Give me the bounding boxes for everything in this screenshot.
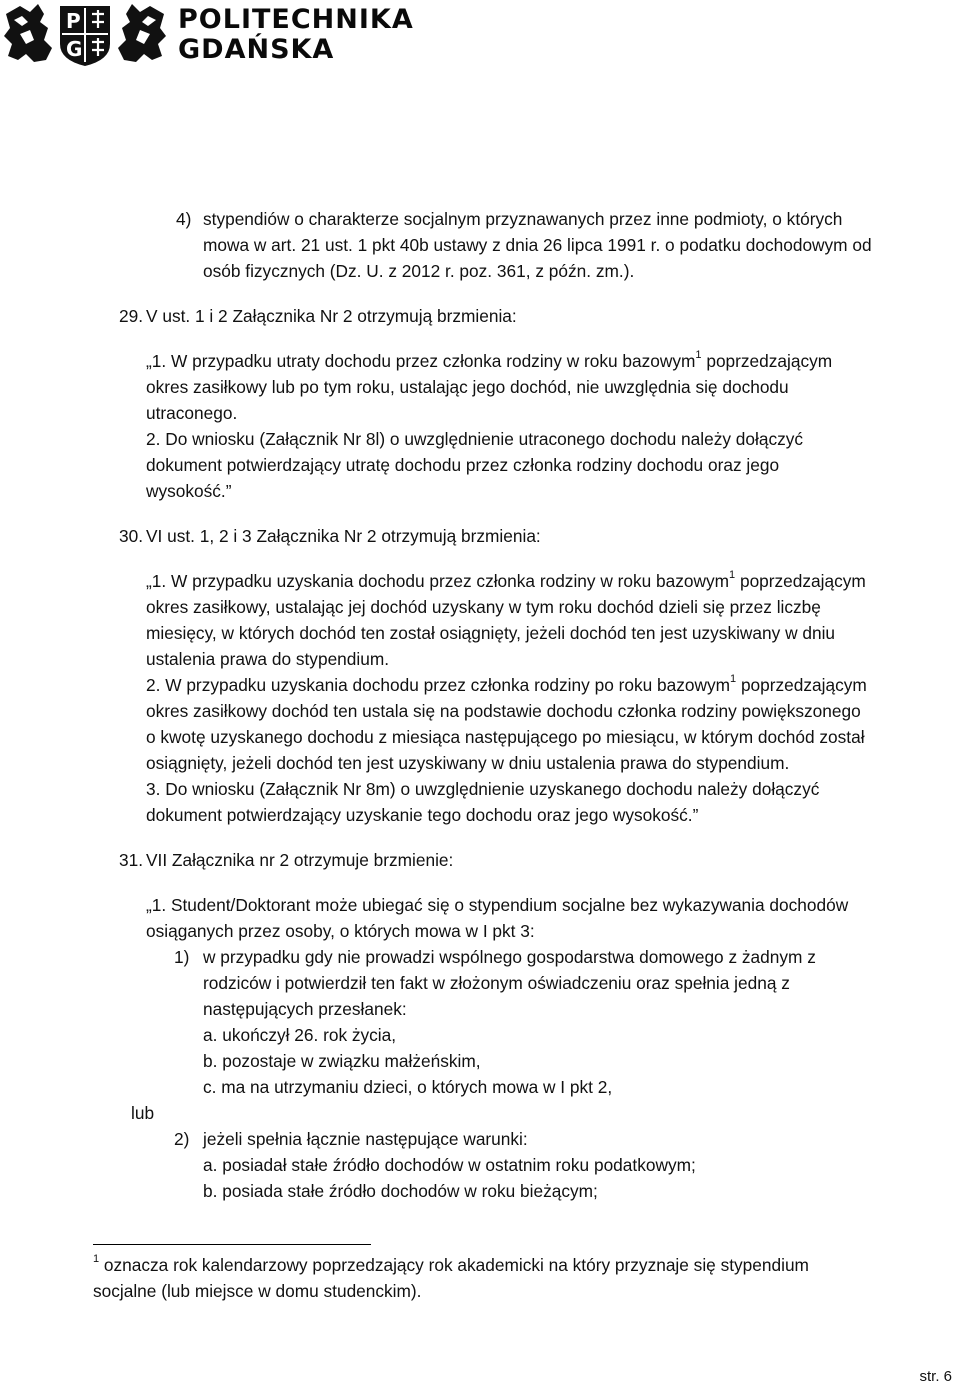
footnote-mark: 1 [93, 1253, 100, 1266]
point-30-para-2-text: 2. W przypadku uzyskania dochodu przez członka rodziny po roku bazowym [146, 675, 731, 695]
sub-item-1-line: następujących przesłanek: [203, 999, 407, 1019]
point-30-para-1-line: miesięcy, w których dochód ten został osiągnięty, jeżeli dochód ten jest uzyskiwany w dniu [146, 623, 836, 643]
point-30-number: 30. [119, 526, 144, 546]
point-29-para-2-line: wysokość.” [146, 481, 232, 501]
point-30-para-2-line: okres zasiłkowy dochód ten ustala się na podstawie dochodu członka rodziny powiększonego [146, 701, 861, 721]
point-30-para-2-text: poprzedzającym [736, 675, 867, 695]
sub-item-1-line: rodziców i potwierdził ten fakt w złożonym oświadczeniu oraz spełnia jedną z [203, 973, 790, 993]
point-30-heading: VI ust. 1, 2 i 3 Załącznika Nr 2 otrzymują brzmienia: [146, 526, 541, 546]
item-4-line: osób fizycznych (Dz. U. z 2012 r. poz. 361, z późn. zm.). [203, 261, 635, 281]
point-29-number: 29. [119, 306, 144, 326]
item-4-line: mowa w art. 21 ust. 1 pkt 40b ustawy z dnia 26 lipca 1991 r. o podatku dochodowym od [203, 235, 872, 255]
point-29-para-2-line: 2. Do wniosku (Załącznik Nr 8l) o uwzględnienie utraconego dochodu należy dołączyć [146, 429, 804, 449]
sub-item-1-condition: c. ma na utrzymaniu dzieci, o których mowa w I pkt 2, [203, 1077, 613, 1097]
footnote-reference: 1 [729, 569, 736, 582]
point-30-para-1-text: „1. W przypadku uzyskania dochodu przez członka rodziny w roku bazowym [146, 571, 730, 591]
item-4-line: stypendiów o charakterze socjalnym przyznawanych przez inne podmioty, o których [203, 209, 843, 229]
point-31-intro-line: „1. Student/Doktorant może ubiegać się o stypendium socjalne bez wykazywania dochodów [146, 895, 849, 915]
point-29-heading: V ust. 1 i 2 Załącznika Nr 2 otrzymują brzmienia: [146, 306, 517, 326]
point-30-para-2-line: o kwotę uzyskanego dochodu z miesiąca następującego po miesiącu, w którym dochód został [146, 727, 865, 747]
sub-item-1-number: 1) [174, 947, 190, 967]
point-30-para-1-line: ustalenia prawa do stypendium. [146, 649, 390, 669]
connector-lub: lub [131, 1103, 155, 1123]
sub-item-2-line: jeżeli spełnia łącznie następujące warunki: [203, 1129, 528, 1149]
point-30-para-1-line: okres zasiłkowy, ustalając jej dochód uzyskany w tym roku dochód dzieli się przez liczbę [146, 597, 821, 617]
emblem-letter-p: P [66, 9, 81, 33]
point-30-para-3-line: 3. Do wniosku (Załącznik Nr 8m) o uwzględnienie uzyskanego dochodu należy dołączyć [146, 779, 820, 799]
logo-line-2: GDAŃSKA [178, 34, 335, 65]
point-29-para-1-line: utraconego. [146, 403, 238, 423]
footnote-reference: 1 [730, 673, 737, 686]
point-31-heading: VII Załącznika nr 2 otrzymuje brzmienie: [146, 850, 454, 870]
footnote-text: oznacza rok kalendarzowy poprzedzający rok akademicki na który przyznaje się stypendium [99, 1255, 809, 1275]
sub-item-1-condition: b. pozostaje w związku małżeńskim, [203, 1051, 481, 1071]
point-30-para-2-line: osiągnięty, jeżeli dochód ten jest uzyskiwany w dniu ustalenia prawa do stypendium. [146, 753, 790, 773]
footnote-reference: 1 [695, 349, 702, 362]
point-29-para-1-text: poprzedzającym [701, 351, 833, 371]
university-logo [0, 0, 420, 70]
sub-item-2-condition: a. posiadał stałe źródło dochodów w ostatnim roku podatkowym; [203, 1155, 696, 1175]
griffin-emblem-icon [0, 0, 170, 70]
point-30-para-3-line: dokument potwierdzający uzyskanie tego dochodu oraz jego wysokość.” [146, 805, 699, 825]
emblem-letter-g: G [66, 37, 83, 61]
point-30-para-2 [146, 672, 867, 698]
item-4-number: 4) [176, 209, 192, 229]
sub-item-2-condition: b. posiada stałe źródło dochodów w roku bieżącym; [203, 1181, 598, 1201]
sub-item-1-condition: a. ukończył 26. rok życia, [203, 1025, 397, 1045]
footnote-line-2: socjalne (lub miejsce w domu studenckim). [93, 1281, 422, 1301]
logo-line-1: POLITECHNIKA [178, 4, 414, 35]
footnote-separator [93, 1244, 371, 1245]
point-31-number: 31. [119, 850, 144, 870]
page-number: str. 6 [919, 1368, 952, 1385]
sub-item-1-line: w przypadku gdy nie prowadzi wspólnego gospodarstwa domowego z żadnym z [203, 947, 816, 967]
point-29-para-1 [146, 348, 832, 374]
point-30-para-1-text: poprzedzającym [735, 571, 866, 591]
footnote [93, 1252, 809, 1278]
point-31-intro-line: osiąganych przez osoby, o których mowa w I pkt 3: [146, 921, 535, 941]
point-30-para-1 [146, 568, 866, 594]
sub-item-2-number: 2) [174, 1129, 190, 1149]
point-29-para-1-text: „1. W przypadku utraty dochodu przez członka rodziny w roku bazowym [146, 351, 696, 371]
point-29-para-2-line: dokument potwierdzający utratę dochodu przez członka rodziny dochodu oraz jego [146, 455, 780, 475]
point-29-para-1-line: okres zasiłkowy lub po tym roku, ustalając jego dochód, nie uwzględnia się dochodu [146, 377, 789, 397]
